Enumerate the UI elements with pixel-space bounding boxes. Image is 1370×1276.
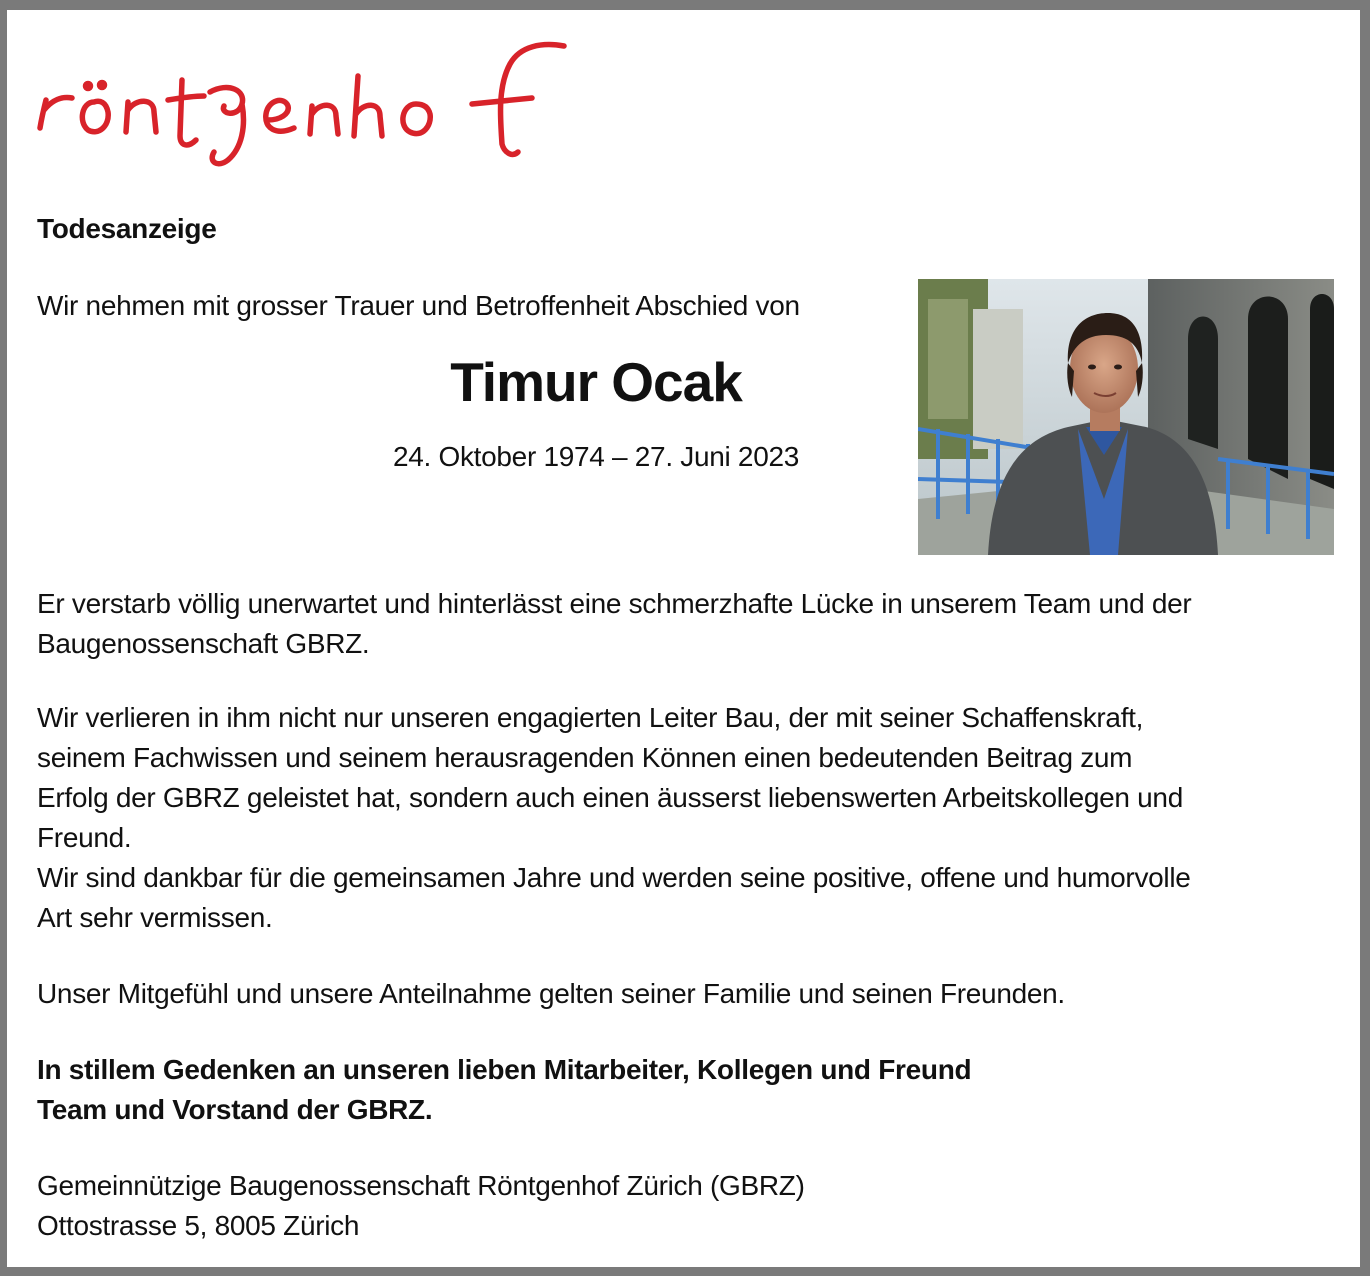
address-block [37, 1166, 805, 1246]
deceased-name: Timur Ocak [450, 351, 742, 413]
address-line: Ottostrasse 5, 8005 Zürich [37, 1210, 360, 1241]
closing-signature [37, 1050, 971, 1130]
address-line: Gemeinnützige Baugenossenschaft Röntgenhof Zürich (GBRZ) [37, 1170, 805, 1201]
paragraph-1 [37, 584, 1191, 664]
paragraph-2-line: Wir verlieren in ihm nicht nur unseren engagierten Leiter Bau, der mit seiner Schaffenskraft, [37, 702, 1144, 733]
intro-text: Wir nehmen mit grosser Trauer und Betroffenheit Abschied von [37, 290, 800, 321]
paragraph-2-line: Art sehr vermissen. [37, 902, 273, 933]
paragraph-1-line: Er verstarb völlig unerwartet und hinterlässt eine schmerzhafte Lücke in unserem Team und der [37, 588, 1192, 619]
paragraph-1-line: Baugenossenschaft GBRZ. [37, 628, 370, 659]
portrait-photo [918, 279, 1334, 555]
paragraph-3: Unser Mitgefühl und unsere Anteilnahme gelten seiner Familie und seinen Freunden. [37, 978, 1065, 1009]
paragraph-2 [37, 698, 1191, 938]
page-heading: Todesanzeige [37, 213, 217, 244]
closing-line: In stillem Gedenken an unseren lieben Mitarbeiter, Kollegen und Freund [37, 1054, 972, 1085]
paragraph-2-line: Freund. [37, 822, 132, 853]
paragraph-2-line: Erfolg der GBRZ geleistet hat, sondern auch einen äusserst liebenswerten Arbeitskollegen und [37, 782, 1183, 813]
roentgenhof-logo [32, 36, 577, 171]
closing-line: Team und Vorstand der GBRZ. [37, 1094, 433, 1125]
paragraph-2-line: seinem Fachwissen und seinem herausragenden Können einen bedeutenden Beitrag zum [37, 742, 1133, 773]
paragraph-2-line: Wir sind dankbar für die gemeinsamen Jahre und werden seine positive, offene und humorvolle [37, 862, 1191, 893]
life-dates: 24. Oktober 1974 – 27. Juni 2023 [392, 441, 800, 472]
